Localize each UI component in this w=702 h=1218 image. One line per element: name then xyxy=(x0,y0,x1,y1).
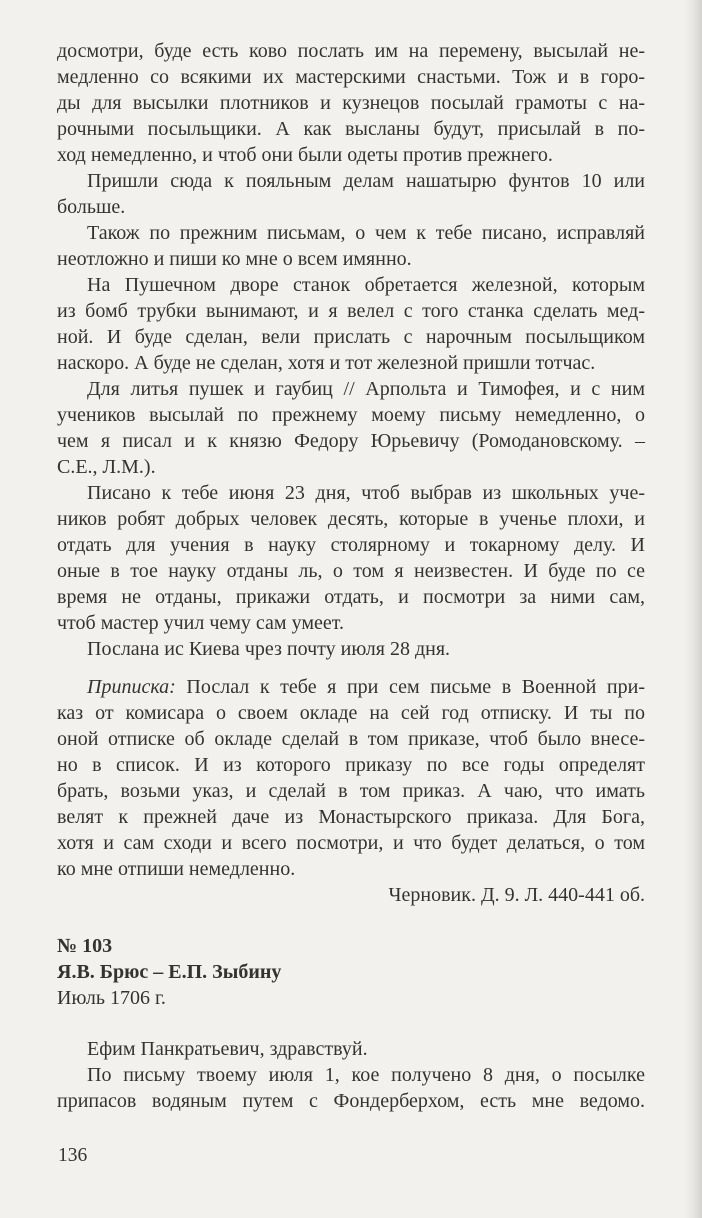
text-line: На Пушечном дворе станок обретается железной, которым xyxy=(87,274,645,296)
text-line: брать, возьми указ, и сделай в том приказ. А чаю, что имать xyxy=(57,780,645,802)
text-line: из бомб трубки вынимают, и я велел с того станка сделать мед- xyxy=(57,300,645,322)
text-line: ной. И буде сделан, вели прислать с нарочным посыльщиком xyxy=(57,326,645,348)
text-span: Послал к тебе я при сем письме в Военной при- xyxy=(175,676,645,698)
salutation: Ефим Панкратьевич, здравствуй. xyxy=(87,1038,368,1060)
text-line: ников робят добрых человек десять, которые в ученье плохи, и xyxy=(57,508,645,530)
text-line: отдать для учения в науку столярному и токарному делу. И xyxy=(57,534,645,556)
text-line: Писано к тебе июня 23 дня, чтоб выбрав из школьных уче- xyxy=(87,482,645,504)
letter-text-block xyxy=(57,38,645,1114)
text-line: каз от комисара о своем окладе на сей год отписку. И ты по xyxy=(57,702,645,724)
text-line: хотя и сам сходи и всего посмотри, и что будет делаться, о том xyxy=(57,832,645,854)
text-line: припасов водяным путем с Фондерберхом, есть мне ведомо. xyxy=(57,1090,645,1112)
letter-parties: Я.В. Брюс – Е.П. Зыбину xyxy=(57,961,282,983)
text-line: Також по прежним письмам, о чем к тебе писано, исправляй xyxy=(87,222,645,244)
letter-number: № 103 xyxy=(57,935,113,957)
postscript-label: Приписка: xyxy=(87,676,176,698)
text-line: досмотри, буде есть ково послать им на перемену, высылай не- xyxy=(57,40,645,62)
text-line: неотложно и пиши ко мне о всем имянно. xyxy=(57,248,412,270)
letter-date: Июль 1706 г. xyxy=(57,987,166,1009)
text-line: учеников высылай по прежнему моему письму немедленно, о xyxy=(57,404,645,426)
text-line: оной отписке об окладе сделай в том приказе, чтоб было внесе- xyxy=(57,728,645,750)
text-line: ды для высылки плотников и кузнецов посылай грамоты с на- xyxy=(57,92,645,114)
text-line: но в список. И из которого приказу по все годы определят xyxy=(57,754,645,776)
text-line: Пришли сюда к пояльным делам нашатырю фунтов 10 или xyxy=(87,170,645,192)
text-line: По письму твоему июля 1, кое получено 8 дня, о посылке xyxy=(87,1064,645,1086)
text-line: наскоро. А буде не сделан, хотя и тот железной пришли тотчас. xyxy=(57,352,596,374)
postscript-start xyxy=(57,674,645,700)
page-number: 136 xyxy=(58,1145,88,1166)
text-line: рочными посыльщики. А как высланы будут, присылай в по- xyxy=(57,118,645,140)
text-line: ход немедленно, и чтоб они были одеты против прежнего. xyxy=(57,144,553,166)
archive-reference: Черновик. Д. 9. Л. 440-441 об. xyxy=(388,884,645,906)
text-line: чтоб мастер учил чему сам умеет. xyxy=(57,612,344,634)
text-line: ко мне отпиши немедленно. xyxy=(57,858,296,880)
text-line: медленно со всякими их мастерскими снастьми. Тож и в горо- xyxy=(57,66,645,88)
text-line: Послана ис Киева чрез почту июля 28 дня. xyxy=(87,638,451,660)
text-line: С.Е., Л.М.). xyxy=(57,456,156,478)
text-line: велят к прежней даче из Монастырского приказа. Для Бога, xyxy=(57,806,645,828)
text-line: Для литья пушек и гаубиц // Арпольта и Тимофея, и с ним xyxy=(87,378,645,400)
text-line: больше. xyxy=(57,196,126,218)
text-line: чем я писал и к князю Федору Юрьевичу (Ромодановскому. – xyxy=(57,430,645,452)
text-line: время не отданы, прикажи отдать, и посмотри за ними сам, xyxy=(57,586,645,608)
text-line: оные в тое науку отданы ль, о том я неизвестен. И буде по се xyxy=(57,560,645,582)
page-edge-shadow xyxy=(684,0,702,1218)
